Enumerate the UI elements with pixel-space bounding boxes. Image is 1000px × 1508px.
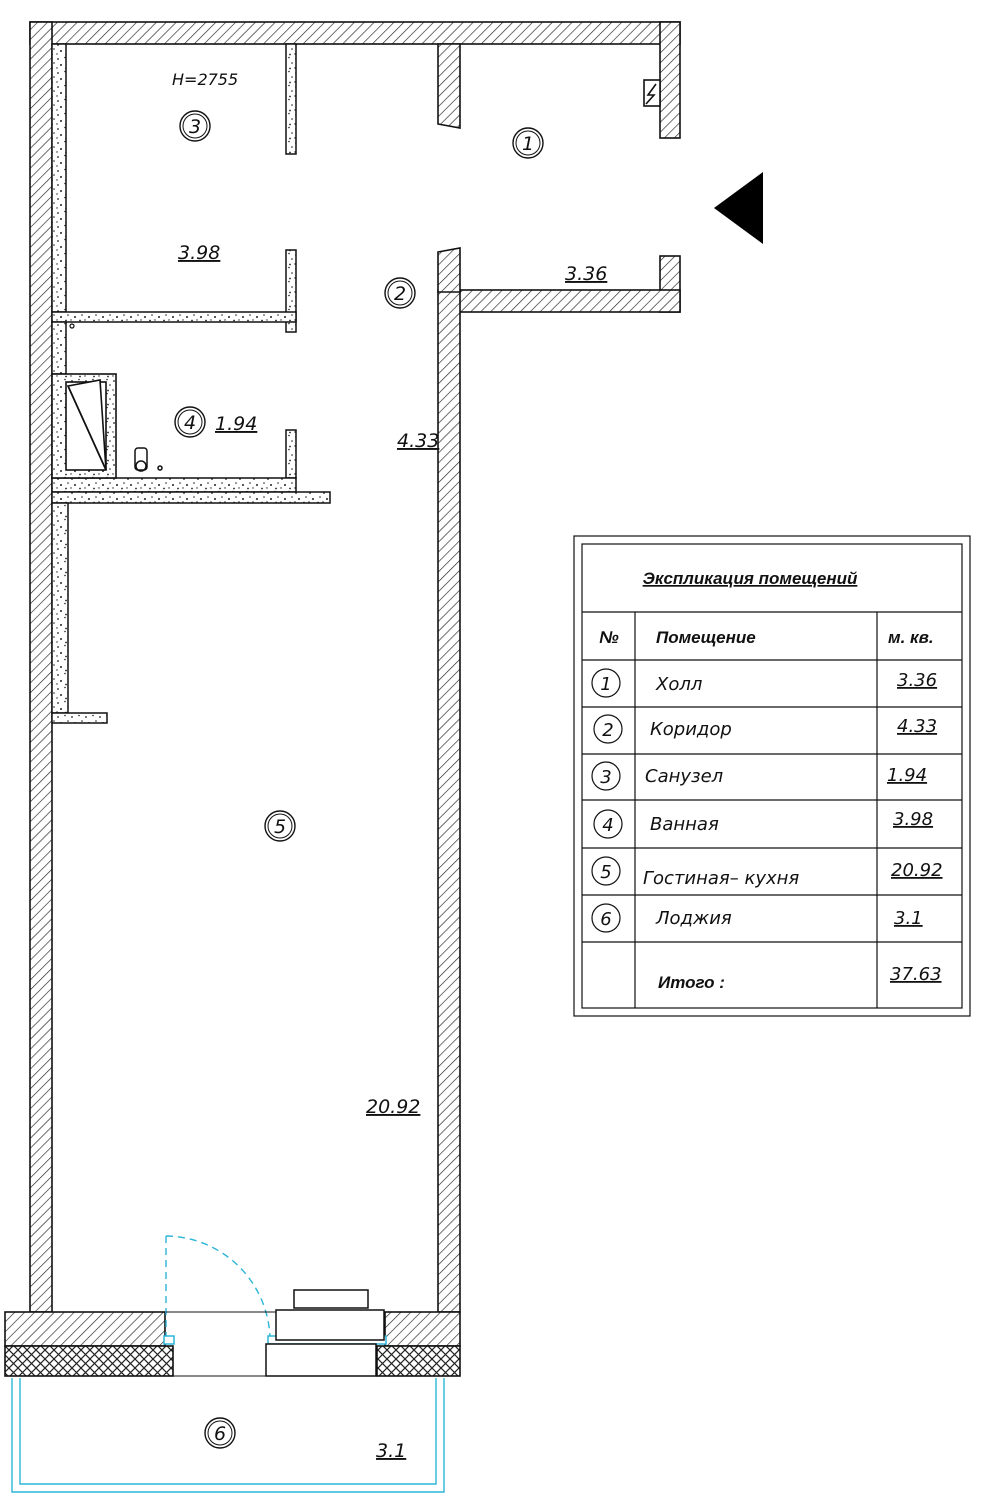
row-num: 5 bbox=[600, 862, 612, 883]
room-area-hall: 3.36 bbox=[565, 263, 608, 285]
ventilation-shaft bbox=[52, 374, 116, 478]
wall-top bbox=[30, 22, 680, 44]
partition-bath-bottom bbox=[52, 312, 296, 322]
header-room: Помещение bbox=[656, 628, 756, 647]
partition-left-inner bbox=[52, 44, 66, 312]
partition-wc-right bbox=[286, 430, 296, 478]
parapet-left-insulation bbox=[5, 1346, 173, 1376]
partition-left-stub bbox=[52, 713, 107, 723]
row-name: Санузел bbox=[645, 766, 724, 787]
partition-bath-right-top bbox=[286, 44, 296, 154]
row-num: 6 bbox=[600, 909, 612, 930]
row-num: 4 bbox=[602, 815, 614, 836]
room-marker-6 bbox=[205, 1418, 235, 1448]
room-marker-5 bbox=[265, 811, 295, 841]
parapet-left bbox=[5, 1312, 165, 1346]
partition-left-lower bbox=[52, 503, 68, 713]
room-number: 6 bbox=[213, 1423, 227, 1445]
parapet-right bbox=[385, 1312, 460, 1346]
room-marker-4 bbox=[175, 407, 205, 437]
partition-wc-bottom bbox=[52, 478, 296, 492]
wall-left bbox=[30, 22, 52, 1312]
room-area-bathroom: 3.98 bbox=[178, 242, 221, 264]
partition-left-mid bbox=[52, 322, 66, 374]
row-num: 1 bbox=[600, 674, 612, 695]
balcony-window bbox=[266, 1290, 384, 1376]
row-name: Коридор bbox=[650, 719, 732, 740]
header-num: № bbox=[599, 628, 619, 647]
entrance-arrow-icon bbox=[714, 172, 763, 244]
row-area: 3.1 bbox=[894, 908, 923, 929]
wall-right-long bbox=[438, 290, 460, 1312]
header-area: м. кв. bbox=[888, 628, 934, 647]
row-area: 20.92 bbox=[891, 860, 943, 881]
partition-hall-bottom bbox=[438, 248, 460, 292]
room-marker-1 bbox=[513, 128, 543, 158]
wall-right-upper bbox=[660, 22, 680, 138]
room-number: 1 bbox=[521, 133, 535, 155]
row-num: 3 bbox=[600, 767, 612, 788]
row-name: Гостиная– кухня bbox=[643, 868, 800, 889]
drain-marker bbox=[70, 324, 74, 328]
room-number: 4 bbox=[183, 412, 197, 434]
room-area-living-kitchen: 20.92 bbox=[366, 1096, 421, 1118]
room-marker-2 bbox=[385, 278, 415, 308]
hall-partitions bbox=[438, 44, 460, 292]
shelf-ledge bbox=[52, 492, 330, 503]
partition-hall-top bbox=[438, 44, 460, 128]
room-number: 5 bbox=[273, 816, 287, 838]
room-area-corridor: 4.33 bbox=[397, 430, 440, 452]
row-name: Холл bbox=[656, 674, 703, 695]
row-area: 3.36 bbox=[897, 670, 938, 691]
parapet-right-insulation bbox=[377, 1346, 460, 1376]
electrical-panel-icon bbox=[644, 80, 660, 106]
room-area-wc: 1.94 bbox=[215, 413, 258, 435]
room-number: 2 bbox=[393, 283, 407, 305]
row-area: 4.33 bbox=[897, 716, 938, 737]
wall-hall-bottom bbox=[440, 290, 680, 312]
room-number: 3 bbox=[188, 116, 202, 138]
room-marker-3 bbox=[180, 111, 210, 141]
ceiling-height-label: H=2755 bbox=[172, 70, 239, 89]
explication-table bbox=[574, 536, 970, 1016]
total-label: Итого : bbox=[658, 973, 725, 992]
explication-title: Экспликация помещений bbox=[642, 569, 858, 588]
row-name: Ванная bbox=[650, 814, 719, 835]
row-area: 3.98 bbox=[893, 809, 934, 830]
row-name: Лоджия bbox=[656, 908, 732, 929]
total-value: 37.63 bbox=[890, 964, 942, 985]
toilet-fixture bbox=[135, 448, 162, 471]
loggia-glazing bbox=[12, 1378, 444, 1492]
row-num: 2 bbox=[602, 720, 614, 741]
row-area: 1.94 bbox=[887, 765, 928, 786]
room-area-loggia: 3.1 bbox=[376, 1440, 407, 1462]
